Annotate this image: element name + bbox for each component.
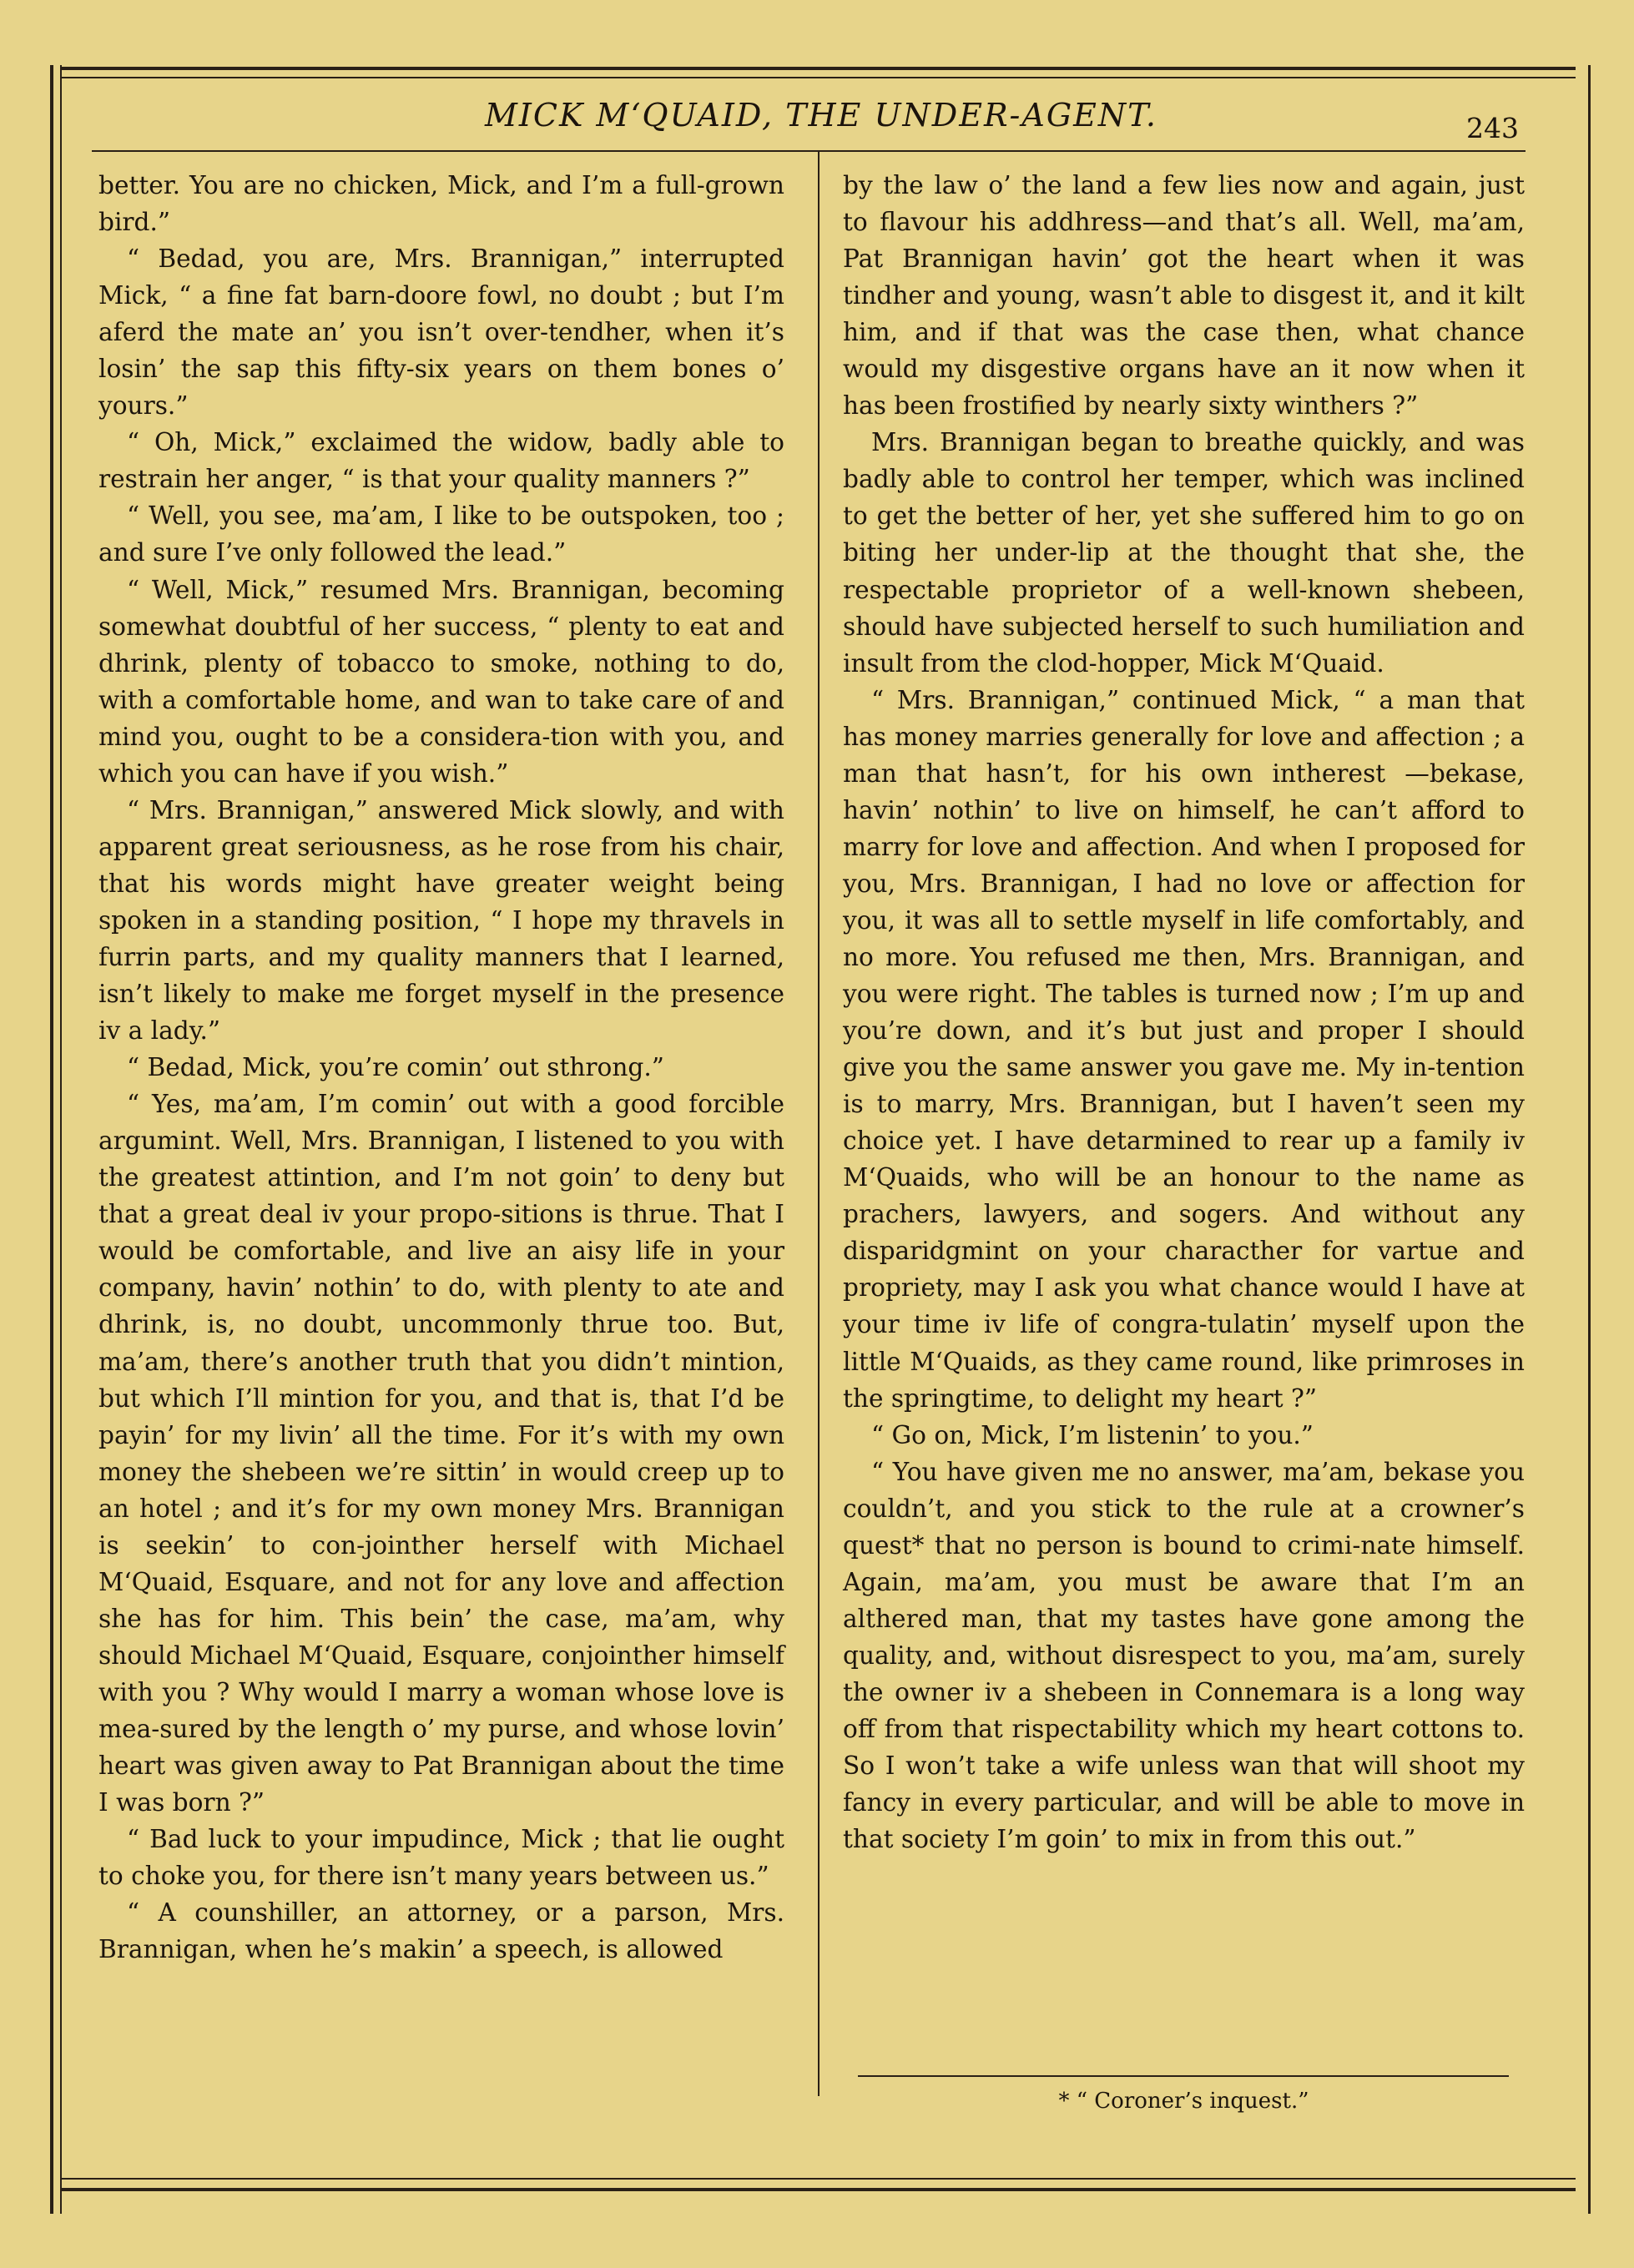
right-column [843,167,1525,1857]
page-number: 243 [1466,112,1519,144]
paragraph: better. You are no chicken, Mick, and I’m a full-grown bird.” [98,171,784,237]
header-rule [92,150,1526,152]
paragraph: “ A counshiller, an attorney, or a parson, Mrs. Brannigan, when he’s makin’ a speech, is allowed [98,1898,784,1964]
paragraph: “ Yes, ma’am, I’m comin’ out with a good forcible argumint. Well, Mrs. Brannigan, I listened to you with the greatest attintion, and I’m not goin’ to deny but that a great deal iv your propo-sitions is thrue. That I would be comfortable, and live an aisy life in your company, havin’ nothin’ to do, with plenty to ate and dhrink, is, no doubt, uncommonly thrue too. But, ma’am, there’s another truth that you didn’t mintion, but which I’ll mintion for you, and that is, that I’d be payin’ for my livin’ all the time. For it’s with my own money the shebeen we’re sittin’ in would creep up to an hotel ; and it’s for my own money Mrs. Brannigan is seekin’ to con-jointher herself with Michael M‘Quaid, Esquare, and not for any love and affection she has for him. This bein’ the case, ma’am, why should Michael M‘Quaid, Esquare, conjointher himself with you ? Why would I marry a woman whose love is mea-sured by the length o’ my purse, and whose lovin’ heart was given away to Pat Brannigan about the time I was born ?” [98,1090,784,1817]
running-header [92,93,1551,152]
paragraph: “ Well, you see, ma’am, I like to be outspoken, too ; and sure I’ve only followed the lead.” [98,501,784,567]
page-frame-left [50,65,62,2214]
paragraph: “ You have given me no answer, ma’am, bekase you couldn’t, and you stick to the rule at a crowner’s quest* that no person is bound to crimi-nate himself. Again, ma’am, you must be aware that I’m an althered man, that my tastes have gone among the quality, and, without disrespect to you, ma’am, surely the owner iv a shebeen in Connemara is a long way off from that rispectability which my heart cottons to. So I won’t take a wife unless wan that will shoot my fancy in every particular, and will be able to move in that society I’m goin’ to mix in from this out.” [843,1457,1525,1854]
paragraph: “ Mrs. Brannigan,” answered Mick slowly, and with apparent great seriousness, as he rose from his chair, that his words might have greater weight being spoken in a standing position, “ I hope my thravels in furrin parts, and my quality manners that I learned, isn’t likely to make me forget myself in the presence iv a lady.” [98,795,784,1046]
page-frame-right [1588,65,1591,2214]
paragraph: “ Bedad, Mick, you’re comin’ out sthrong.” [127,1053,664,1082]
top-rule [60,67,1576,70]
paragraph: by the law o’ the land a few lies now and again, just to flavour his addhress—and that’s all. Well, ma’am, Pat Brannigan havin’ got the heart when it was tindher and young, wasn’t able to disgest it, and it kilt him, and if that was the case then, what chance would my disgestive organs have an it now when it has been frostified by nearly sixty winthers ?” [843,171,1525,421]
footnote-rule [858,2075,1509,2077]
footnote: * “ Coroner’s inquest.” [1058,2089,1309,2114]
bottom-rule [60,2188,1576,2191]
paragraph: “ Oh, Mick,” exclaimed the widow, badly able to restrain her anger, “ is that your quality manners ?” [98,428,784,494]
paragraph: “ Well, Mick,” resumed Mrs. Brannigan, becoming somewhat doubtful of her success, “ plenty to eat and dhrink, plenty of tobacco to smoke, nothing to do, with a comfortable home, and wan to take care of and mind you, ought to be a considera-tion with you, and which you can have if you wish.” [98,575,784,788]
bottom-rule-thin [60,2178,1576,2180]
left-column [98,167,784,1968]
column-divider [818,152,820,2096]
running-title: MICK M‘QUAID, THE UNDER-AGENT. [484,97,1158,134]
paragraph: “ Bedad, you are, Mrs. Brannigan,” interrupted Mick, “ a fine fat barn-doore fowl, no doubt ; but I’m aferd the mate an’ you isn’t over-tendher, when it’s losin’ the sap this fifty-six years on them bones o’ yours.” [98,244,784,421]
paragraph: “ Bad luck to your impudince, Mick ; that lie ought to choke you, for there isn’t many years between us.” [98,1825,784,1891]
paragraph: “ Go on, Mick, I’m listenin’ to you.” [871,1420,1314,1449]
paragraph: Mrs. Brannigan began to breathe quickly, and was badly able to control her temper, which was inclined to get the better of her, yet she suffered him to go on biting her under-lip at the thought that she, the respectable proprietor of a well-known shebeen, should have subjected herself to such humiliation and insult from the clod-hopper, Mick M‘Quaid. [843,428,1525,678]
paragraph: “ Mrs. Brannigan,” continued Mick, “ a man that has money marries generally for love and affection ; a man that hasn’t, for his own intherest —bekase, havin’ nothin’ to live on himself, he can’t afford to marry for love and affection. And when I proposed for you, Mrs. Brannigan, I had no love or affection for you, it was all to settle myself in life comfortably, and no more. You refused me then, Mrs. Brannigan, and you were right. The tables is turned now ; I’m up and you’re down, and it’s but just and proper I should give you the same answer you gave me. My in-tention is to marry, Mrs. Brannigan, but I haven’t seen my choice yet. I have detarmined to rear up a family iv M‘Quaids, who will be an honour to the name as prachers, lawyers, and sogers. And without any disparidgmint on your characther for vartue and propriety, may I ask you what chance would I have at your time iv life of congra-tulatin’ myself upon the little M‘Quaids, as they came round, like primroses in the springtime, to delight my heart ?” [843,685,1525,1413]
top-rule-thin [60,77,1576,78]
